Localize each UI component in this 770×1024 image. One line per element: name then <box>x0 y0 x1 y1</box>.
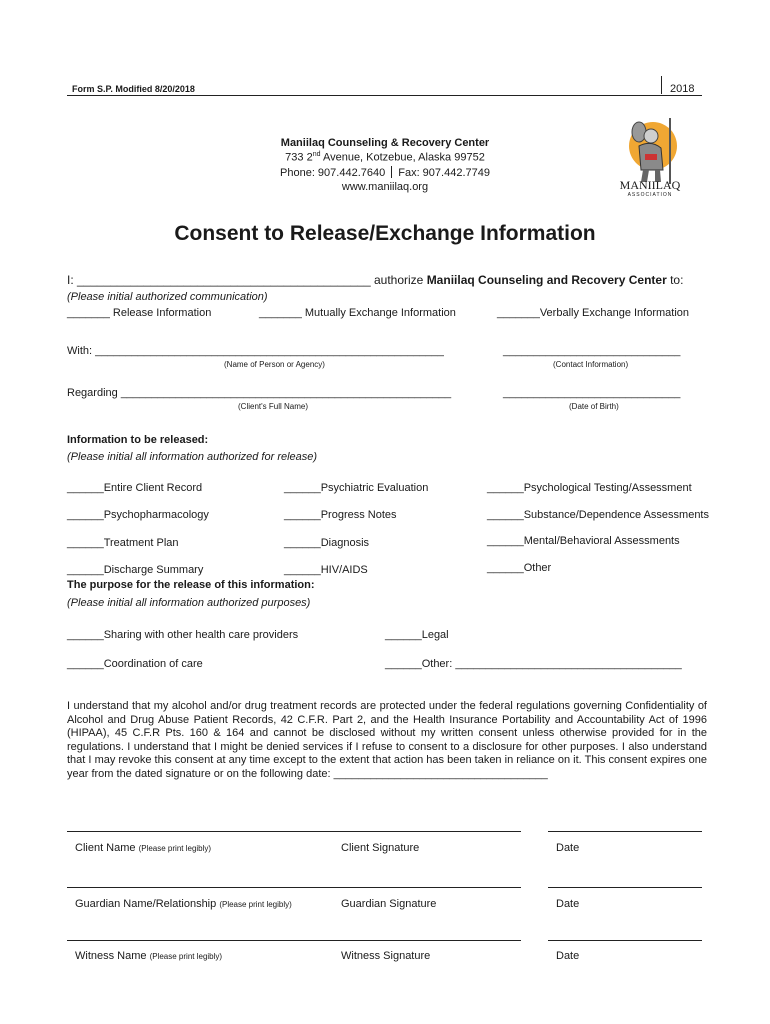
witness-name-signature-line[interactable] <box>67 940 521 941</box>
maniilaq-logo <box>605 112 695 204</box>
info-item-discharge-summary[interactable]: ______Discharge Summary <box>67 564 204 576</box>
organization-website: www.maniilaq.org <box>341 181 429 193</box>
contact-information-field[interactable]: _____________________________ <box>503 345 681 357</box>
logo-subtext: ASSOCIATION <box>627 192 673 198</box>
client-name-signature-line[interactable] <box>67 831 521 832</box>
witness-date-line[interactable] <box>548 940 702 941</box>
regarding-field[interactable]: Regarding ______________________________________________________ <box>67 387 452 399</box>
client-date-label: Date <box>556 842 580 854</box>
witness-signature-label: Witness Signature <box>341 950 431 962</box>
purpose-item-legal[interactable]: ______Legal <box>385 629 449 641</box>
authorize-line[interactable]: I: ____________________________________________ authorize Maniilaq Counseling and Recovery Center to: <box>67 273 684 287</box>
date-of-birth-field[interactable]: _____________________________ <box>503 387 681 399</box>
purpose-item-sharing[interactable]: ______Sharing with other health care providers <box>67 629 299 641</box>
guardian-date-label: Date <box>556 898 580 910</box>
info-item-hiv-aids[interactable]: ______HIV/AIDS <box>284 564 368 576</box>
info-item-psychopharmacology[interactable]: ______Psychopharmacology <box>67 509 209 521</box>
guardian-name-signature-line[interactable] <box>67 887 521 888</box>
info-item-psychological-testing[interactable]: ______Psychological Testing/Assessment <box>487 482 692 494</box>
info-item-mental-behavioral[interactable]: ______Mental/Behavioral Assessments <box>487 535 680 547</box>
info-item-progress-notes[interactable]: ______Progress Notes <box>284 509 397 521</box>
organization-contact <box>230 166 540 179</box>
consent-statement: I understand that my alcohol and/or drug treatment records are protected under the federal regulations governing Confidentiality of Alcohol and Drug Abuse Patient Records, 42 C.F.R. Part 2, and the Health Insurance Portability and Accountability Act of 1996 (HIPAA), 45 C.F.R Pts. 160 & 164 and cannot be disclosed without my written consent unless otherwise provided for in the regulations. I understand that I might be denied services if I refuse to consent to a disclosure for other purposes. I also understand that I may revoke this consent at any time except to the extent that action has been taken in reliance on it. This consent expires one year from the dated signature or on the following date: ___________________________________ <box>67 700 707 780</box>
info-item-psychiatric-evaluation[interactable]: ______Psychiatric Evaluation <box>284 482 429 494</box>
form-modified-label: Form S.P. Modified 8/20/2018 <box>72 84 195 94</box>
witness-name-label: Witness Name (Please print legibly) <box>75 950 223 962</box>
info-section-heading: Information to be released: <box>67 434 209 446</box>
client-signature-label: Client Signature <box>341 842 420 854</box>
info-item-other[interactable]: ______Other <box>487 562 552 574</box>
guardian-name-label: Guardian Name/Relationship (Please print legibly) <box>75 898 292 910</box>
person-agency-caption: (Name of Person or Agency) <box>224 360 325 369</box>
witness-date-label: Date <box>556 950 580 962</box>
info-section-instruction: (Please initial all information authorized for release) <box>67 451 318 463</box>
header-divider-tick <box>661 76 662 94</box>
form-year: 2018 <box>670 83 695 95</box>
info-item-entire-client-record[interactable]: ______Entire Client Record <box>67 482 203 494</box>
authorize-instruction: (Please initial authorized communication) <box>67 291 268 303</box>
purpose-section-instruction: (Please initial all information authorized purposes) <box>67 597 311 609</box>
guardian-date-line[interactable] <box>548 887 702 888</box>
contact-caption: (Contact Information) <box>553 360 629 369</box>
purpose-item-other[interactable]: ______Other: _____________________________________ <box>385 658 682 670</box>
client-name-caption: (Client's Full Name) <box>238 402 308 411</box>
phone-number: Phone: 907.442.7640 <box>280 167 386 179</box>
client-date-line[interactable] <box>548 831 702 832</box>
header-rule <box>67 95 702 96</box>
purpose-section-heading: The purpose for the release of this information: <box>67 579 315 591</box>
client-name-label: Client Name (Please print legibly) <box>75 842 212 854</box>
organization-name: Maniilaq Counseling & Recovery Center <box>280 137 490 149</box>
dob-caption: (Date of Birth) <box>569 402 619 411</box>
option-mutually-exchange[interactable]: _______ Mutually Exchange Information <box>259 307 456 319</box>
organization-address: 733 2nd Avenue, Kotzebue, Alaska 99752 <box>285 151 485 164</box>
logo-wordmark: MANIILAQ <box>619 178 681 192</box>
info-item-treatment-plan[interactable]: ______Treatment Plan <box>67 537 179 549</box>
option-verbally-exchange[interactable]: _______Verbally Exchange Information <box>497 307 690 319</box>
fax-number: Fax: 907.442.7749 <box>398 167 490 179</box>
info-item-substance-assessments[interactable]: ______Substance/Dependence Assessments <box>487 509 709 521</box>
option-release-information[interactable]: _______ Release Information <box>67 307 212 319</box>
info-item-diagnosis[interactable]: ______Diagnosis <box>284 537 370 549</box>
guardian-signature-label: Guardian Signature <box>341 898 437 910</box>
page-title: Consent to Release/Exchange Information <box>174 222 596 245</box>
with-field[interactable]: With: _________________________________________________________ <box>67 345 444 357</box>
purpose-item-coordination[interactable]: ______Coordination of care <box>67 658 203 670</box>
contact-separator <box>391 166 392 178</box>
